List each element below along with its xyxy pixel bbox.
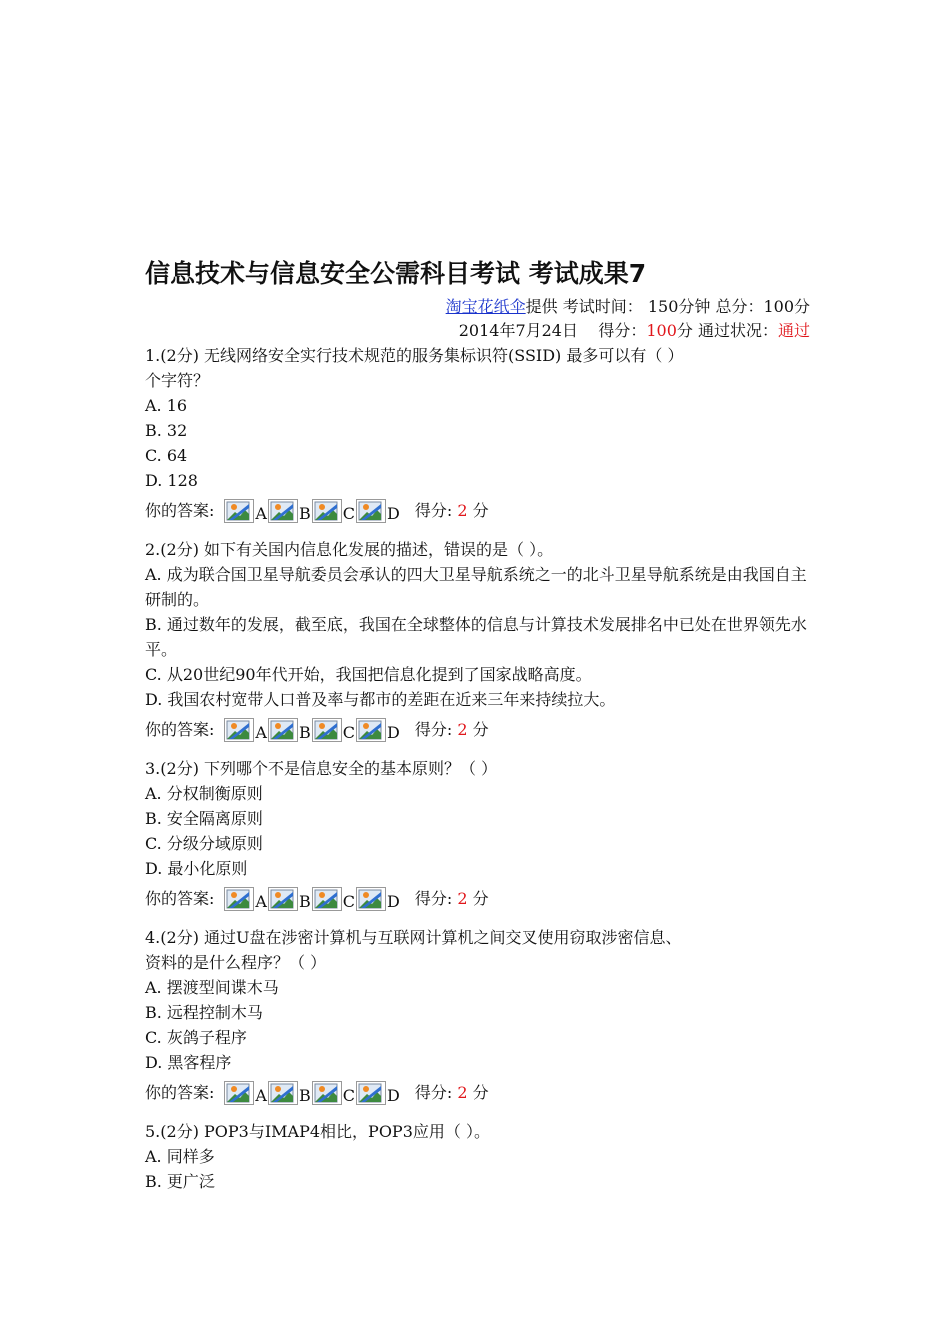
- answer-letter: C: [342, 723, 355, 742]
- provider-suffix: 提供 考试时间： 150分钟 总分：100分: [525, 297, 810, 316]
- question-stem: 5.(2分) POP3与IMAP4相比，POP3应用（ ）。: [145, 1122, 490, 1141]
- points-value: 2: [457, 501, 468, 520]
- points-label: 得分:: [414, 501, 453, 520]
- points-label: 得分:: [414, 1083, 453, 1102]
- pass-status: 通过: [777, 321, 810, 340]
- question-1: [145, 343, 810, 523]
- option-2: B. 32: [145, 421, 188, 440]
- answer-letter: D: [386, 723, 400, 742]
- total-score: 100: [646, 321, 677, 340]
- broken-image-icon: [312, 887, 342, 911]
- question-score: [415, 717, 489, 742]
- broken-image-icon: [312, 718, 342, 742]
- exam-meta: [145, 295, 810, 343]
- score-label: 得分：: [598, 321, 647, 340]
- option-2: B. 安全隔离原则: [145, 809, 263, 828]
- answer-letter: B: [298, 1086, 311, 1105]
- page-title: 信息技术与信息安全公需科目考试 考试成果7: [145, 259, 647, 288]
- broken-image-icon: [224, 499, 254, 523]
- broken-image-icon: [312, 499, 342, 523]
- broken-image-icon: [224, 887, 254, 911]
- option-1: A. 成为联合国卫星导航委员会承认的四大卫星导航系统之一的北斗卫星导航系统是由我国自主研制的。: [145, 565, 807, 609]
- answer-letter: C: [342, 504, 355, 523]
- option-4: D. 我国农村宽带人口普及率与都市的差距在近来三年来持续拉大。: [145, 690, 616, 709]
- option-3: C. 从20世纪90年代开始，我国把信息化提到了国家战略高度。: [145, 665, 592, 684]
- points-label: 得分:: [414, 720, 453, 739]
- option-2: B. 更广泛: [145, 1172, 215, 1191]
- broken-image-icon: [356, 887, 386, 911]
- your-answer-row: [145, 712, 810, 742]
- points-value: 2: [457, 889, 468, 908]
- broken-image-icon: [268, 718, 298, 742]
- question-stem: 2.(2分) 如下有关国内信息化发展的描述，错误的是（ ）。: [145, 540, 554, 559]
- option-1: A. 同样多: [145, 1147, 215, 1166]
- exam-content: [145, 255, 810, 1194]
- broken-image-icon: [356, 1081, 386, 1105]
- question-3: [145, 756, 810, 911]
- points-value: 2: [457, 1083, 468, 1102]
- answer-label: 你的答案:: [145, 501, 215, 520]
- answer-letter: C: [342, 892, 355, 911]
- answer-letter: A: [255, 723, 267, 742]
- question-score: [415, 1080, 489, 1105]
- option-4: D. 128: [145, 471, 198, 490]
- option-4: D. 黑客程序: [145, 1053, 232, 1072]
- your-answer-row: [145, 493, 810, 523]
- option-2: B. 远程控制木马: [145, 1003, 263, 1022]
- answer-letter: A: [255, 892, 267, 911]
- answer-letter: A: [255, 504, 267, 523]
- answer-letter: A: [255, 1086, 267, 1105]
- points-unit: 分: [472, 889, 489, 908]
- meta-line-1: [145, 295, 810, 319]
- provider-link[interactable]: 淘宝花纸伞: [445, 297, 526, 316]
- meta-line-2: [145, 319, 810, 343]
- question-stem: 3.(2分) 下列哪个不是信息安全的基本原则？（ ）: [145, 759, 498, 778]
- answer-label: 你的答案:: [145, 889, 215, 908]
- option-3: C. 分级分域原则: [145, 834, 263, 853]
- question-stem: 4.(2分) 通过U盘在涉密计算机与互联网计算机之间交叉使用窃取涉密信息、: [145, 928, 682, 947]
- exam-date: 2014年7月24日: [458, 321, 578, 340]
- points-unit: 分: [472, 501, 489, 520]
- broken-image-icon: [268, 887, 298, 911]
- question-4: [145, 925, 810, 1105]
- answer-letter: D: [386, 504, 400, 523]
- option-3: C. 64: [145, 446, 188, 465]
- points-unit: 分: [472, 1083, 489, 1102]
- points-label: 得分:: [414, 889, 453, 908]
- answer-letter: B: [298, 892, 311, 911]
- option-1: A. 摆渡型间谍木马: [145, 978, 279, 997]
- answer-letter: B: [298, 723, 311, 742]
- question-stem: 个字符？: [145, 371, 210, 390]
- broken-image-icon: [224, 1081, 254, 1105]
- answer-letter: C: [342, 1086, 355, 1105]
- question-score: [415, 886, 489, 911]
- score-unit: 分 通过状况：: [676, 321, 778, 340]
- broken-image-icon: [224, 718, 254, 742]
- option-3: C. 灰鸽子程序: [145, 1028, 247, 1047]
- option-1: A. 分权制衡原则: [145, 784, 263, 803]
- question-list: [145, 343, 810, 1194]
- broken-image-icon: [356, 718, 386, 742]
- broken-image-icon: [268, 1081, 298, 1105]
- answer-letter: D: [386, 1086, 400, 1105]
- broken-image-icon: [312, 1081, 342, 1105]
- broken-image-icon: [356, 499, 386, 523]
- answer-label: 你的答案:: [145, 720, 215, 739]
- question-stem: 1.(2分) 无线网络安全实行技术规范的服务集标识符(SSID) 最多可以有（ ）: [145, 346, 684, 365]
- option-4: D. 最小化原则: [145, 859, 248, 878]
- question-score: [415, 498, 489, 523]
- broken-image-icon: [268, 499, 298, 523]
- answer-letter: B: [298, 504, 311, 523]
- your-answer-row: [145, 1075, 810, 1105]
- option-2: B. 通过数年的发展，截至底，我国在全球整体的信息与计算技术发展排名中已处在世界领先水平。: [145, 615, 807, 659]
- points-value: 2: [457, 720, 468, 739]
- points-unit: 分: [472, 720, 489, 739]
- option-1: A. 16: [145, 396, 188, 415]
- answer-label: 你的答案:: [145, 1083, 215, 1102]
- question-5: [145, 1119, 810, 1194]
- answer-letter: D: [386, 892, 400, 911]
- question-2: [145, 537, 810, 742]
- your-answer-row: [145, 881, 810, 911]
- question-stem: 资料的是什么程序？（ ）: [145, 953, 327, 972]
